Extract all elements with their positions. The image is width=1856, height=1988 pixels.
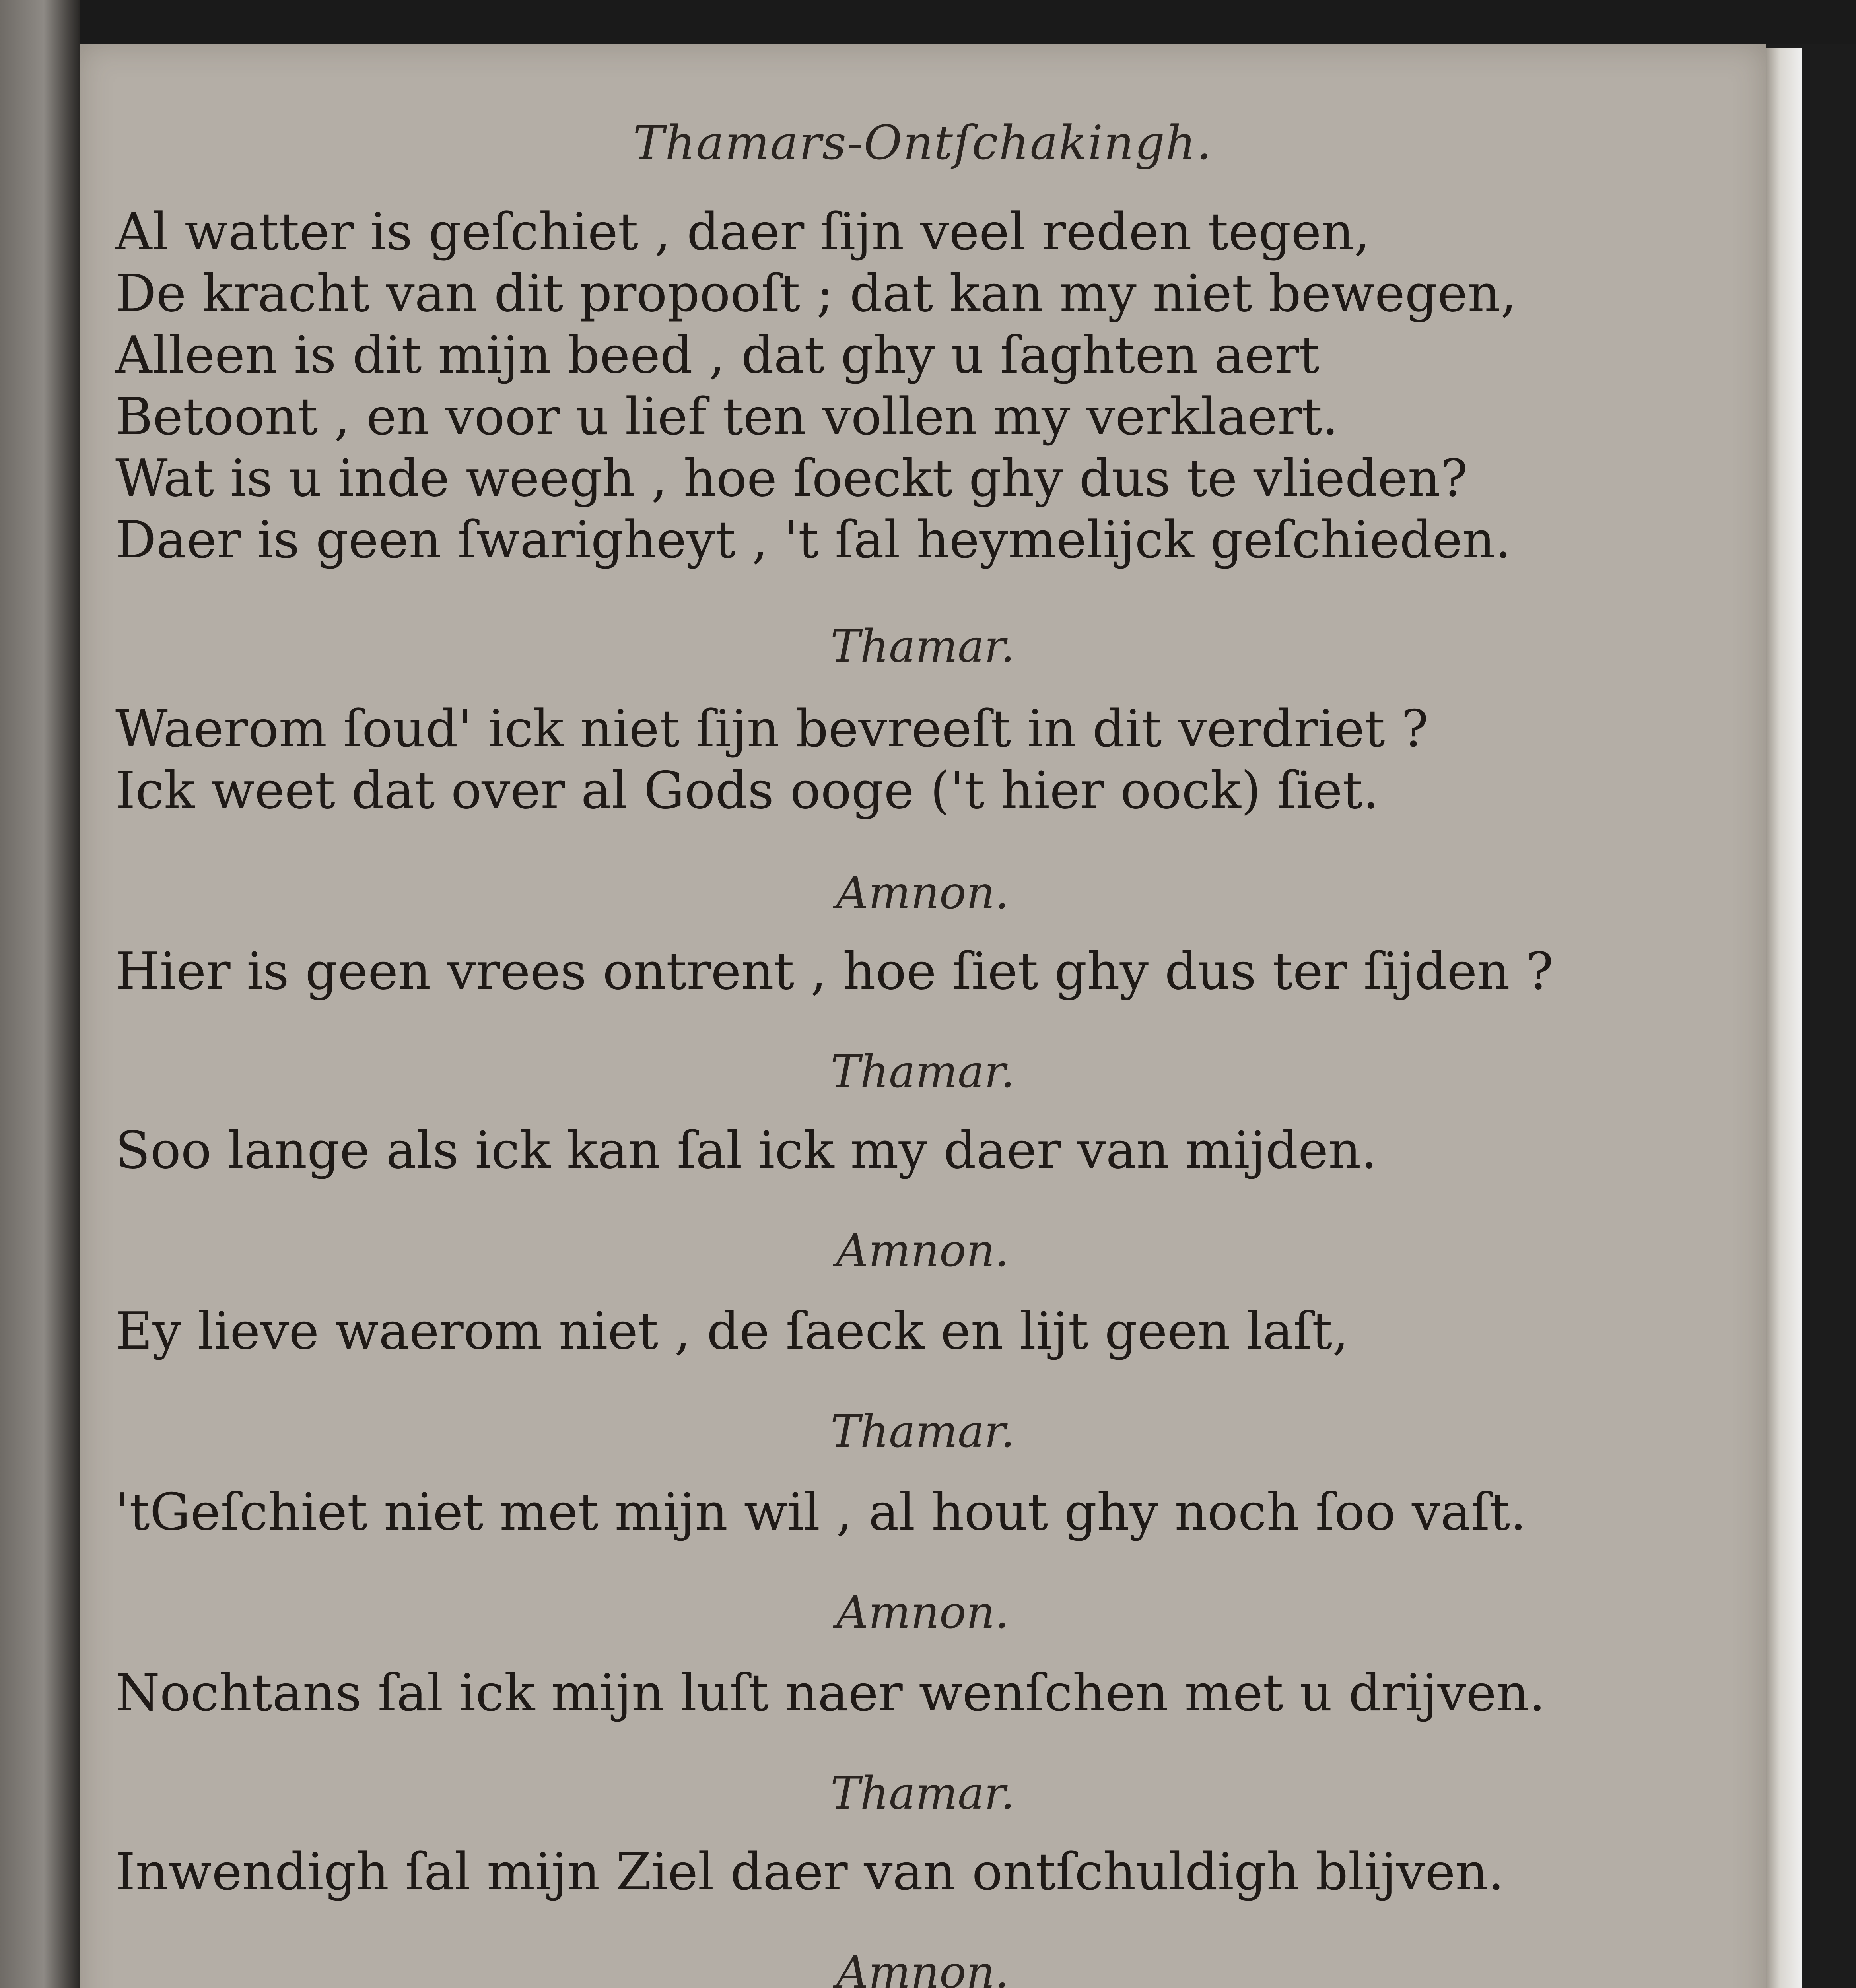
verse-line: Waerom ſoud' ick niet ſijn bevreeſt in dit verdriet ? bbox=[115, 699, 1428, 759]
verse-line: Ey lieve waerom niet , de ſaeck en lijt geen laſt, bbox=[115, 1302, 1349, 1361]
speaker-label: Amnon. bbox=[836, 1947, 1009, 1988]
verse-line: Inwendigh ſal mijn Ziel daer van ontſchuldigh blijven. bbox=[115, 1842, 1504, 1902]
verse-line: Al watter is geſchiet , daer ſijn veel reden tegen, bbox=[115, 202, 1370, 262]
book-binding-gutter bbox=[0, 0, 80, 1988]
verse-line: De kracht van dit propooſt ; dat kan my niet bewegen, bbox=[115, 264, 1517, 323]
speaker-label: Amnon. bbox=[836, 1587, 1009, 1639]
speaker-label: Thamar. bbox=[830, 1406, 1015, 1458]
verse-line: Daer is geen ſwarigheyt , 't ſal heymelijck geſchieden. bbox=[115, 511, 1512, 570]
verse-line: 'tGeſchiet niet met mijn wil , al hout ghy noch ſoo vaſt. bbox=[115, 1483, 1527, 1542]
speaker-label: Amnon. bbox=[836, 867, 1009, 919]
verse-line: Alleen is dit mijn beed , dat ghy u ſaghten aert bbox=[115, 326, 1320, 385]
verse-line: Soo lange als ick kan ſal ick my daer van mijden. bbox=[115, 1121, 1378, 1180]
verse-line: Ick weet dat over al Gods ooge ('t hier oock) ſiet. bbox=[115, 761, 1379, 820]
page-edge-right bbox=[1766, 48, 1802, 1988]
verse-line: Wat is u inde weegh , hoe ſoeckt ghy dus te vlieden? bbox=[115, 449, 1468, 508]
speaker-label: Amnon. bbox=[836, 1225, 1009, 1277]
running-title: Thamars-Ontſchakingh. bbox=[633, 115, 1213, 170]
speaker-label: Thamar. bbox=[830, 621, 1015, 672]
verse-line: Hier is geen vrees ontrent , hoe ſiet ghy dus ter ſijden ? bbox=[115, 942, 1553, 1001]
verse-line: Nochtans ſal ick mijn luſt naer wenſchen met u drijven. bbox=[115, 1664, 1545, 1723]
speaker-label: Thamar. bbox=[830, 1768, 1015, 1819]
speaker-label: Thamar. bbox=[830, 1046, 1015, 1098]
scan-background-top bbox=[0, 0, 1856, 44]
verse-line: Betoont , en voor u lief ten vollen my verklaert. bbox=[115, 387, 1339, 447]
